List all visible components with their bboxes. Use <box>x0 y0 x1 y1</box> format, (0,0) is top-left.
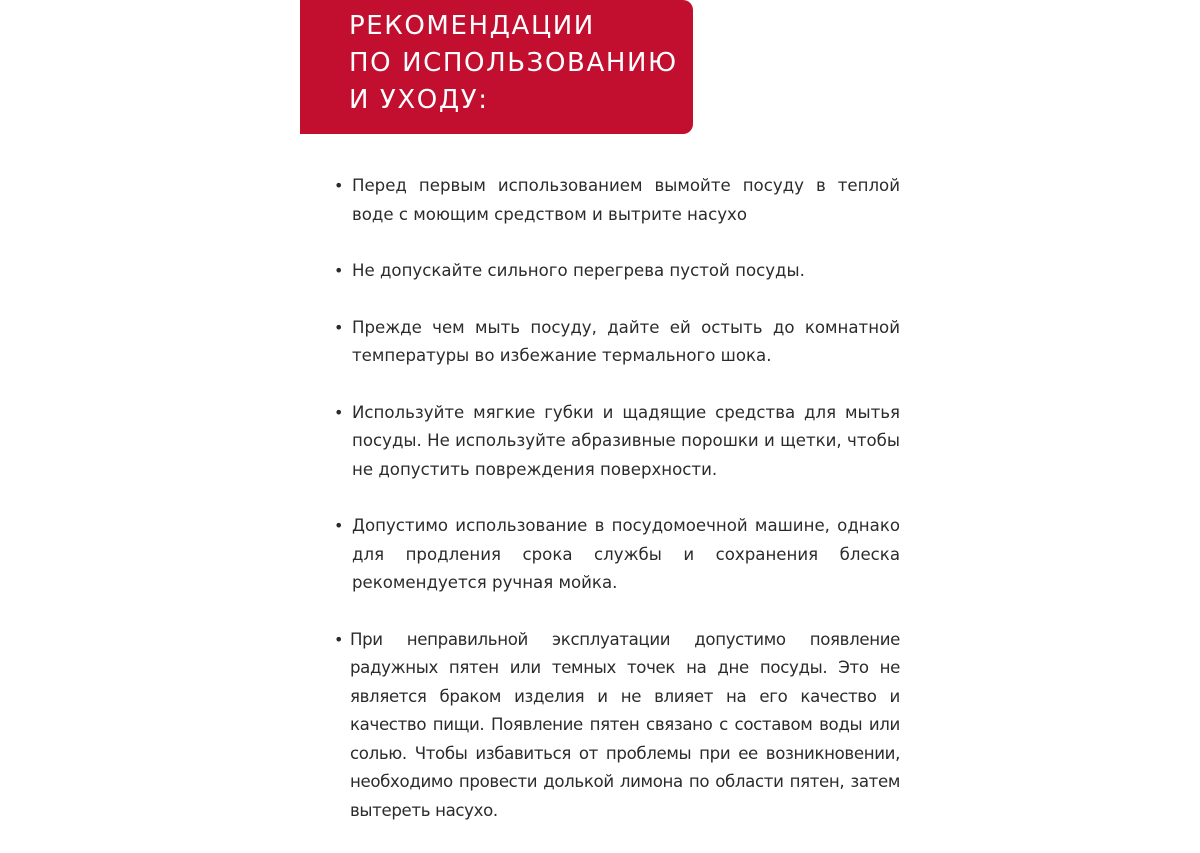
list-item-text: Используйте мягкие губки и щадящие средства для мытья посуды. Не используйте абразивные порошки и щетки, чтобы не допустить повреждения поверхности. <box>352 402 900 479</box>
bullet-icon: • <box>334 317 344 337</box>
bullet-icon: • <box>334 176 344 195</box>
list-item <box>330 172 900 229</box>
list-item-text: Не допускайте сильного перегрева пустой посуды. <box>352 261 805 280</box>
bullet-icon: • <box>334 402 344 422</box>
list-item-text: Перед первым использованием вымойте посуду в теплой воде с моющим средством и вытрите насухо <box>352 176 900 224</box>
recommendations-list <box>330 172 900 853</box>
header-title-line-2: ПО ИСПОЛЬЗОВАНИЮ <box>349 48 678 78</box>
list-item <box>330 257 900 286</box>
list-item-text: При неправильной эксплуатации допустимо появление радужных пятен или темных точек на дне посуды. Это не является браком изделия и не влияет на его качество и качество пищи. Появление пятен связано с составом воды или солью. Чтобы избавиться от проблемы при ее возникновении, необходимо провести долькой лимона по области пятен, затем вытереть насухо. <box>350 629 900 820</box>
list-item <box>330 512 900 598</box>
bullet-icon: • <box>334 261 344 280</box>
header-title-line-3: И УХОДУ: <box>349 85 489 115</box>
list-item-text: Прежде чем мыть посуду, дайте ей остыть до комнатной температуры во избежание термального шока. <box>352 317 900 365</box>
list-item-text: Допустимо использование в посудомоечной машине, однако для продления срока службы и сохранения блеска рекомендуется ручная мойка. <box>352 516 900 592</box>
list-item <box>330 626 900 826</box>
list-item <box>330 314 900 371</box>
header-title-line-1: РЕКОМЕНДАЦИИ <box>349 11 595 41</box>
header-banner <box>300 0 693 134</box>
list-item <box>330 399 900 485</box>
bullet-icon: • <box>334 629 344 649</box>
bullet-icon: • <box>334 516 344 535</box>
